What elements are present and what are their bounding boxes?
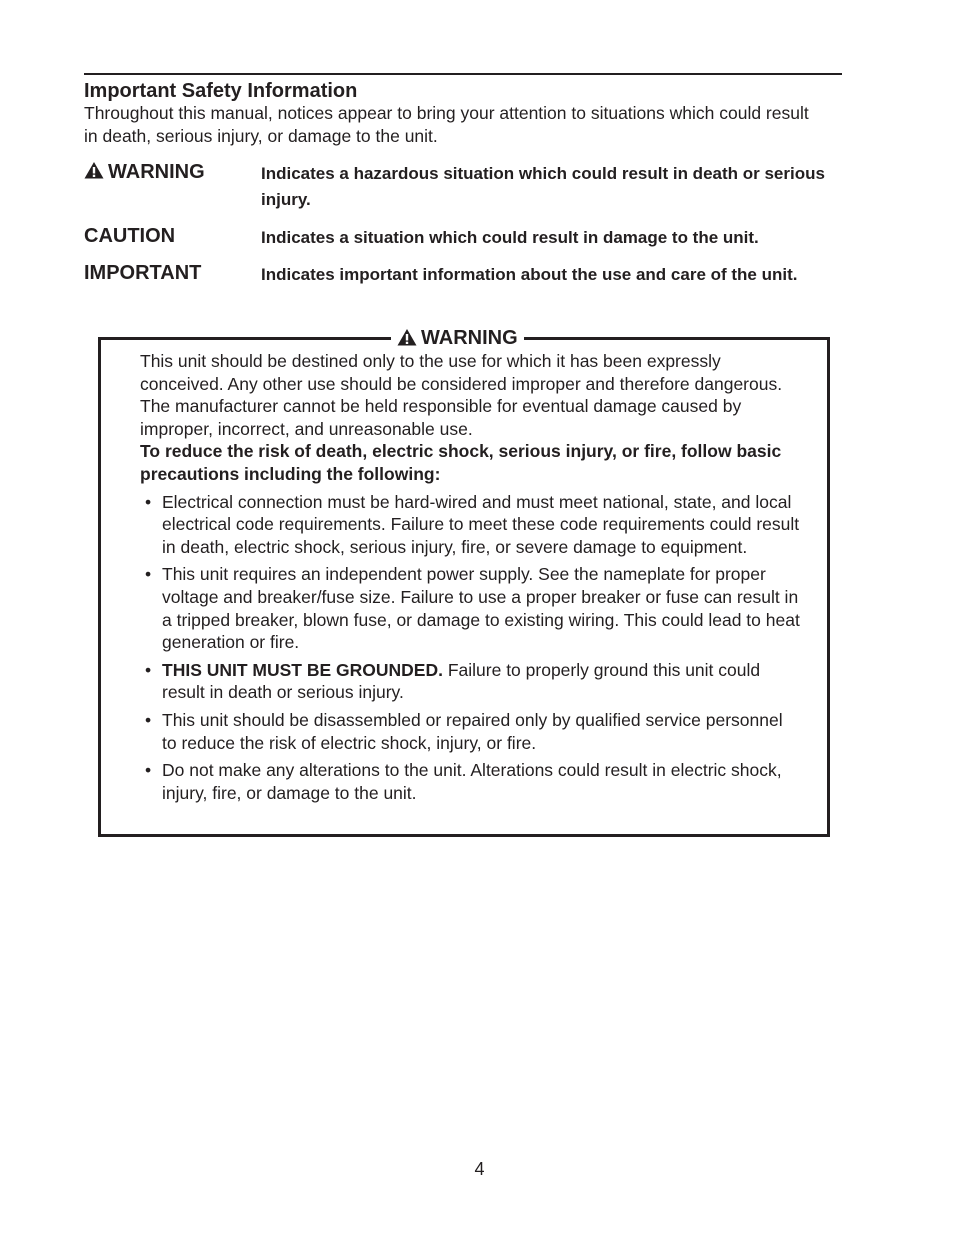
list-item-text: Electrical connection must be hard-wired and must meet national, state, and local electrical code requirements. Failure to meet these code requirements could result in death, electric shock, serious injury, fire, or severe damage to equipment.	[162, 491, 800, 557]
notice-description: Indicates a situation which could result in damage to the unit.	[261, 228, 759, 247]
section-title: Important Safety Information	[84, 80, 358, 102]
notice-term-label: WARNING	[108, 161, 205, 183]
list-item-text: This unit should be disassembled or repaired only by qualified service personnel to reduce the risk of electric shock, injury, or fire.	[162, 709, 783, 753]
notice-term-important: IMPORTANT	[84, 262, 202, 284]
bullet-marker: •	[145, 564, 152, 585]
list-item-text: Do not make any alterations to the unit. Alterations could result in electric shock, injury, fire, or damage to the unit.	[162, 760, 782, 803]
list-item	[142, 709, 800, 754]
warning-box-content	[140, 350, 800, 809]
notice-term-caution: CAUTION	[84, 225, 176, 247]
notice-description: Indicates important information about the use and care of the unit.	[261, 265, 798, 284]
list-item	[142, 491, 800, 559]
warning-triangle-icon	[84, 161, 104, 185]
bullet-marker: •	[145, 659, 152, 680]
warning-paragraph: This unit should be destined only to the use for which it has been expressly conceived. Any other use should be considered improper and therefore dangerous. The manufacturer cannot be held responsible for eventual damage caused by improper, incorrect, and unreasonable use.	[140, 351, 783, 439]
list-item	[142, 659, 800, 704]
notice-description: Indicates a hazardous situation which could result in death or serious injury.	[261, 164, 825, 209]
precautions-list	[140, 491, 800, 805]
header-rule	[84, 73, 842, 75]
list-item-text: Failure to properly ground this unit could result in death or serious injury.	[162, 659, 761, 703]
list-item	[142, 563, 800, 653]
intro-paragraph: Throughout this manual, notices appear to bring your attention to situations which could result in death, serious injury, or damage to the unit.	[84, 103, 809, 146]
page-number: 4	[474, 1159, 485, 1179]
notice-term-warning	[84, 160, 205, 185]
warning-box-heading	[391, 325, 524, 353]
bullet-marker: •	[145, 491, 152, 512]
warning-bold-paragraph: To reduce the risk of death, electric shock, serious injury, or fire, follow basic precautions including the following:	[140, 441, 782, 484]
warning-box	[98, 327, 830, 837]
list-item	[142, 759, 800, 804]
bullet-marker: •	[145, 709, 152, 730]
list-item-text: This unit requires an independent power supply. See the nameplate for proper voltage and breaker/fuse size. Failure to use a proper breaker or fuse can result in a tripped breaker, blown fuse, or damage to existing wiring. This could lead to heat generation or fire.	[162, 564, 800, 653]
bullet-marker: •	[145, 760, 152, 781]
warning-box-heading-label: WARNING	[421, 327, 518, 349]
list-item-lead: THIS UNIT MUST BE GROUNDED.	[162, 659, 443, 680]
